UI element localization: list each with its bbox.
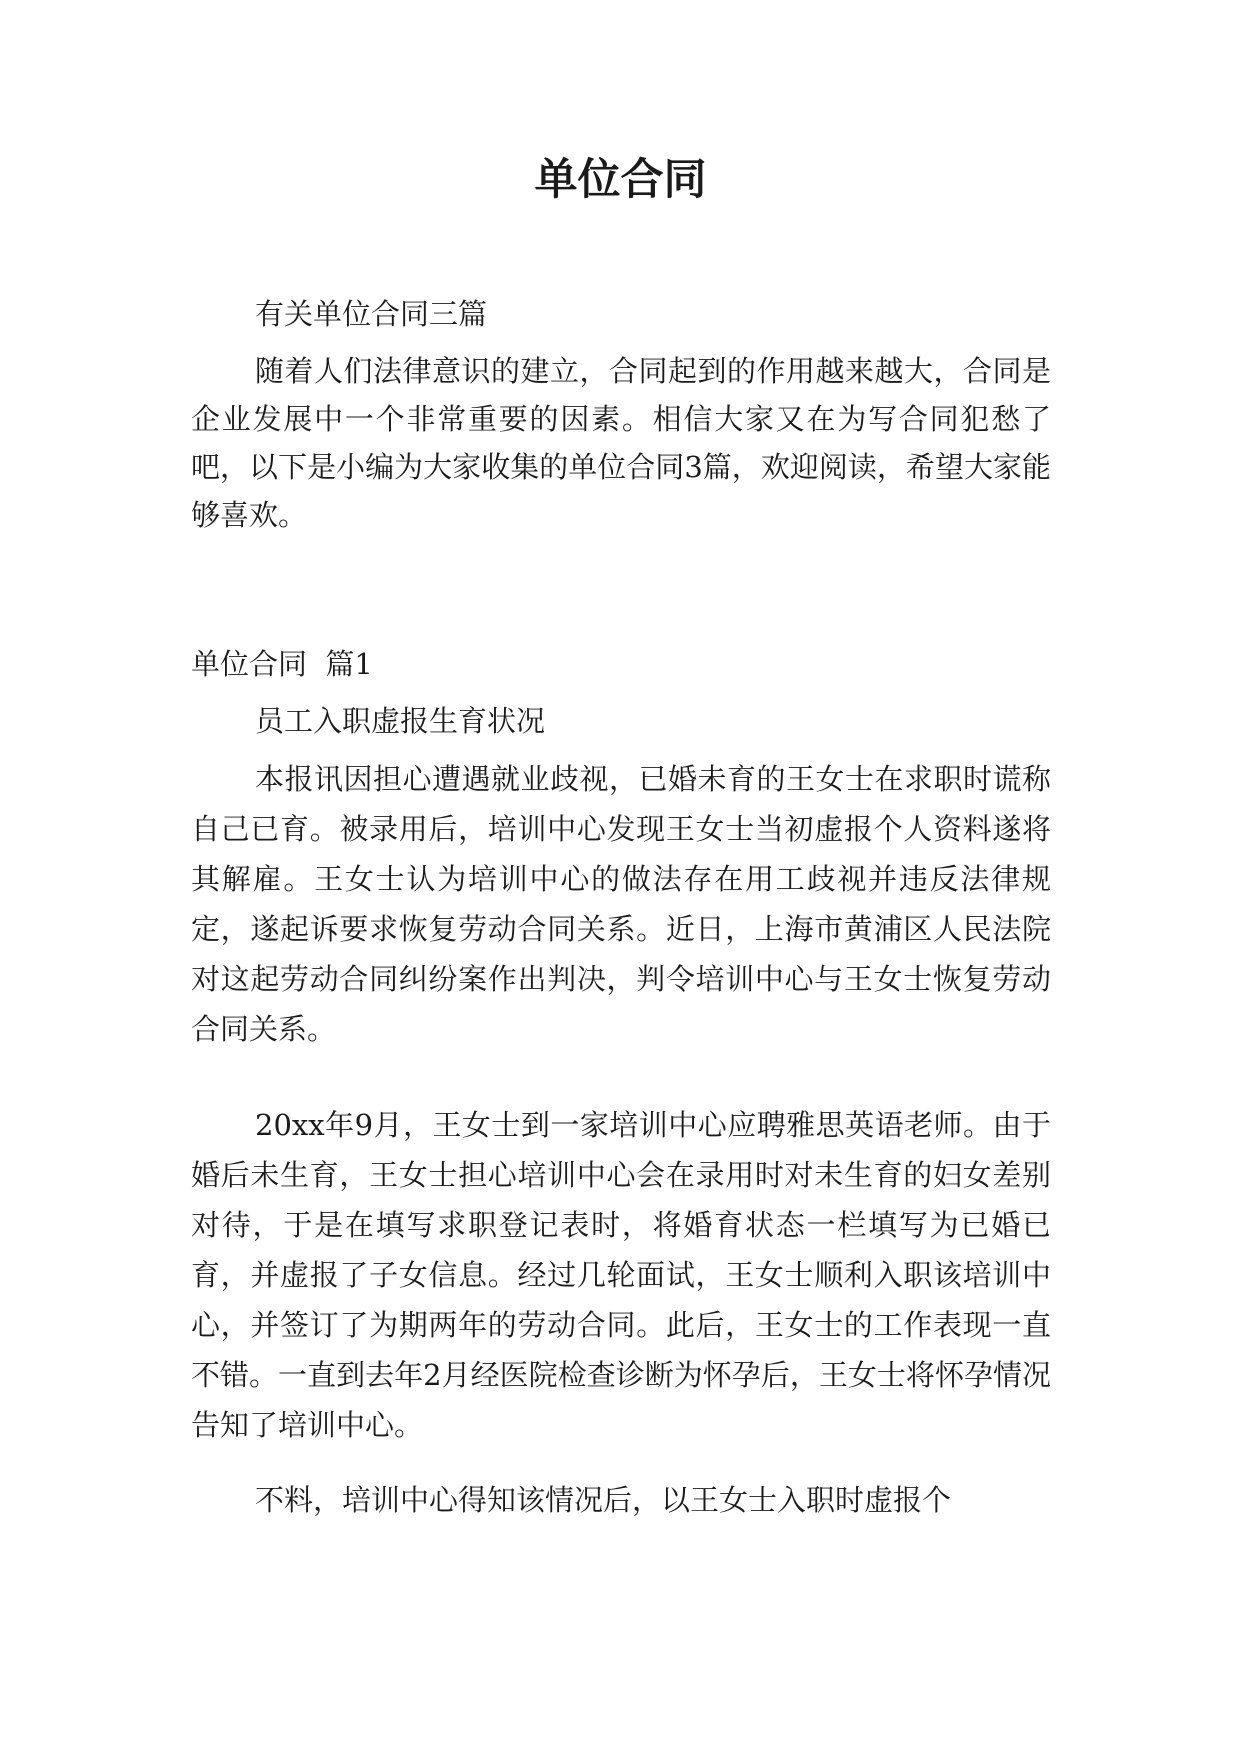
section-heading: 单位合同 篇1 [191, 647, 373, 681]
body-paragraph-1: 本报讯因担心遭遇就业歧视，已婚未育的王女士在求职时谎称自己已育。被录用后，培训中心发现王女士当初虚报个人资料遂将其解雇。王女士认为培训中心的做法存在用工歧视并违反法律规定，遂起诉要求恢复劳动合同关系。近日，上海市黄浦区人民法院对这起劳动合同纠纷案作出判决，判令培训中心与王女士恢复劳动合同关系。 [191, 762, 1051, 1046]
document-title: 单位合同 [534, 155, 707, 205]
document-subtitle: 有关单位合同三篇 [255, 297, 488, 331]
intro-paragraph: 随着人们法律意识的建立，合同起到的作用越来越大，合同是企业发展中一个非常重要的因素。相信大家又在为写合同犯愁了吧，以下是小编为大家收集的单位合同3篇，欢迎阅读，希望大家能够喜欢。 [191, 354, 1051, 532]
article-title: 员工入职虚报生育状况 [255, 704, 546, 738]
body-paragraph-3: 不料，培训中心得知该情况后，以王女士入职时虚报个 [255, 1483, 952, 1517]
body-paragraph-2: 20xx年9月，王女士到一家培训中心应聘雅思英语老师。由于婚后未生育，王女士担心培训中心会在录用时对未生育的妇女差别对待，于是在填写求职登记表时，将婚育状态一栏填写为已婚已育，并虚报了子女信息。经过几轮面试，王女士顺利入职该培训中心，并签订了为期两年的劳动合同。此后，王女士的工作表现一直不错。一直到去年2月经医院检查诊断为怀孕后，王女士将怀孕情况告知了培训中心。 [191, 1108, 1051, 1442]
